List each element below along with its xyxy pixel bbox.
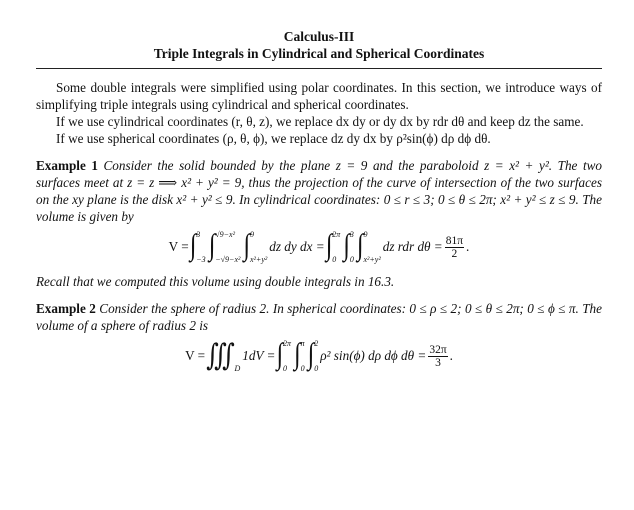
example-1-note: Recall that we computed this volume using double integrals in 16.3. [36, 274, 395, 289]
triple-integral-sign: ∭ [206, 339, 235, 372]
integral-sign: ∫ [189, 229, 197, 262]
result-fraction: $\frac{81\pi}{2}$ [445, 234, 464, 260]
intro-paragraph-3: If we use spherical coordinates (ρ, θ, ϕ), we replace dz dy dx by ρ²sin(ϕ) dρ dϕ dθ. [56, 131, 491, 146]
course-title: Calculus-III [283, 29, 355, 44]
limits-5: 3 0 [349, 230, 354, 264]
limits-1: 3 −3 [196, 230, 206, 264]
header-rule [36, 68, 602, 69]
integral-sign: ∫ [356, 229, 364, 262]
section-title: Triple Integrals in Cylindrical and Spherical Coordinates [153, 46, 485, 61]
integral-sign: ∫ [208, 229, 216, 262]
differential-2: dz rdr dθ = [382, 239, 443, 254]
integral-sign: ∫ [294, 338, 301, 371]
integral-sign: ∫ [343, 229, 350, 262]
limits-8: π 0 [300, 339, 305, 373]
differential-1: dz dy dx = [269, 239, 325, 254]
example-1-statement [36, 157, 602, 225]
eq1-lhs: V = [168, 239, 189, 254]
example-1-label: Example 1 [36, 158, 98, 173]
limits-3: 9 x²+y² [249, 230, 268, 264]
integral-sign: ∫ [307, 338, 315, 371]
document-header [36, 28, 602, 62]
limits-6: 9 x²+y² [363, 230, 381, 264]
limits-7: 2π 0 [283, 339, 292, 373]
example-1 [36, 157, 602, 290]
example-2-text: Consider the sphere of radius 2. In spherical coordinates: 0 ≤ ρ ≤ 2; 0 ≤ θ ≤ 2π; 0 ≤ ϕ ≤ π. The volume of a sphere of radius 2 is [36, 301, 602, 333]
eq2-lhs: V = [185, 348, 206, 363]
example-1-equation: V = ∫ 3 −3 ∫ √9−x² −√9−x² ∫ 9 x²+y² dz dy dx = ∫ 2π 0 ∫ 3 0 ∫ 9 x²+y² dz rdr dθ = $\frac{81\pi}{2}$ . [168, 229, 470, 264]
example-1-text: Consider the solid bounded by the plane z = 9 and the paraboloid z = x² + y². The two surfaces meet at z = z ⟹ x² + y² = 9, thus the projection of the curve of intersection of the two surfaces on the xy plane is the disk x² + y² ≤ 9. In cylindrical coordinates: 0 ≤ r ≤ 3; 0 ≤ θ ≤ 2π; x² + y² ≤ z ≤ 9. The volume is given by [36, 158, 603, 224]
limits-9: 2 0 [314, 339, 319, 373]
limits-4: 2π 0 [332, 230, 341, 264]
result-fraction: $\frac{32\pi}{3}$ [429, 343, 447, 369]
example-2-statement [36, 300, 602, 334]
integral-sign: ∫ [276, 338, 284, 371]
integral-sign: ∫ [243, 229, 250, 262]
limits-2: √9−x² −√9−x² [215, 230, 241, 264]
document-page [36, 28, 602, 378]
example-2-label: Example 2 [36, 301, 96, 316]
intro-paragraph-2: If we use cylindrical coordinates (r, θ, z), we replace dx dy or dy dx by rdr dθ and keep dz the same. [56, 114, 584, 129]
integral-sign: ∫ [325, 229, 333, 262]
domain-label: D [234, 364, 241, 373]
integrand-1: 1dV = [242, 348, 276, 363]
intro-paragraph-1: Some double integrals were simplified using polar coordinates. In this section, we introduce ways of simplifying triple integrals using cylindrical and spherical coordinates. [36, 80, 602, 112]
example-2 [36, 300, 602, 378]
example-2-equation: V = ∭ D 1dV = ∫ 2π 0 ∫ π 0 ∫ 2 0 ρ² sin(ϕ) dρ dϕ dθ = $\frac{32\pi}{3}$ . [185, 338, 453, 373]
integrand-2: ρ² sin(ϕ) dρ dϕ dθ = [320, 348, 427, 363]
